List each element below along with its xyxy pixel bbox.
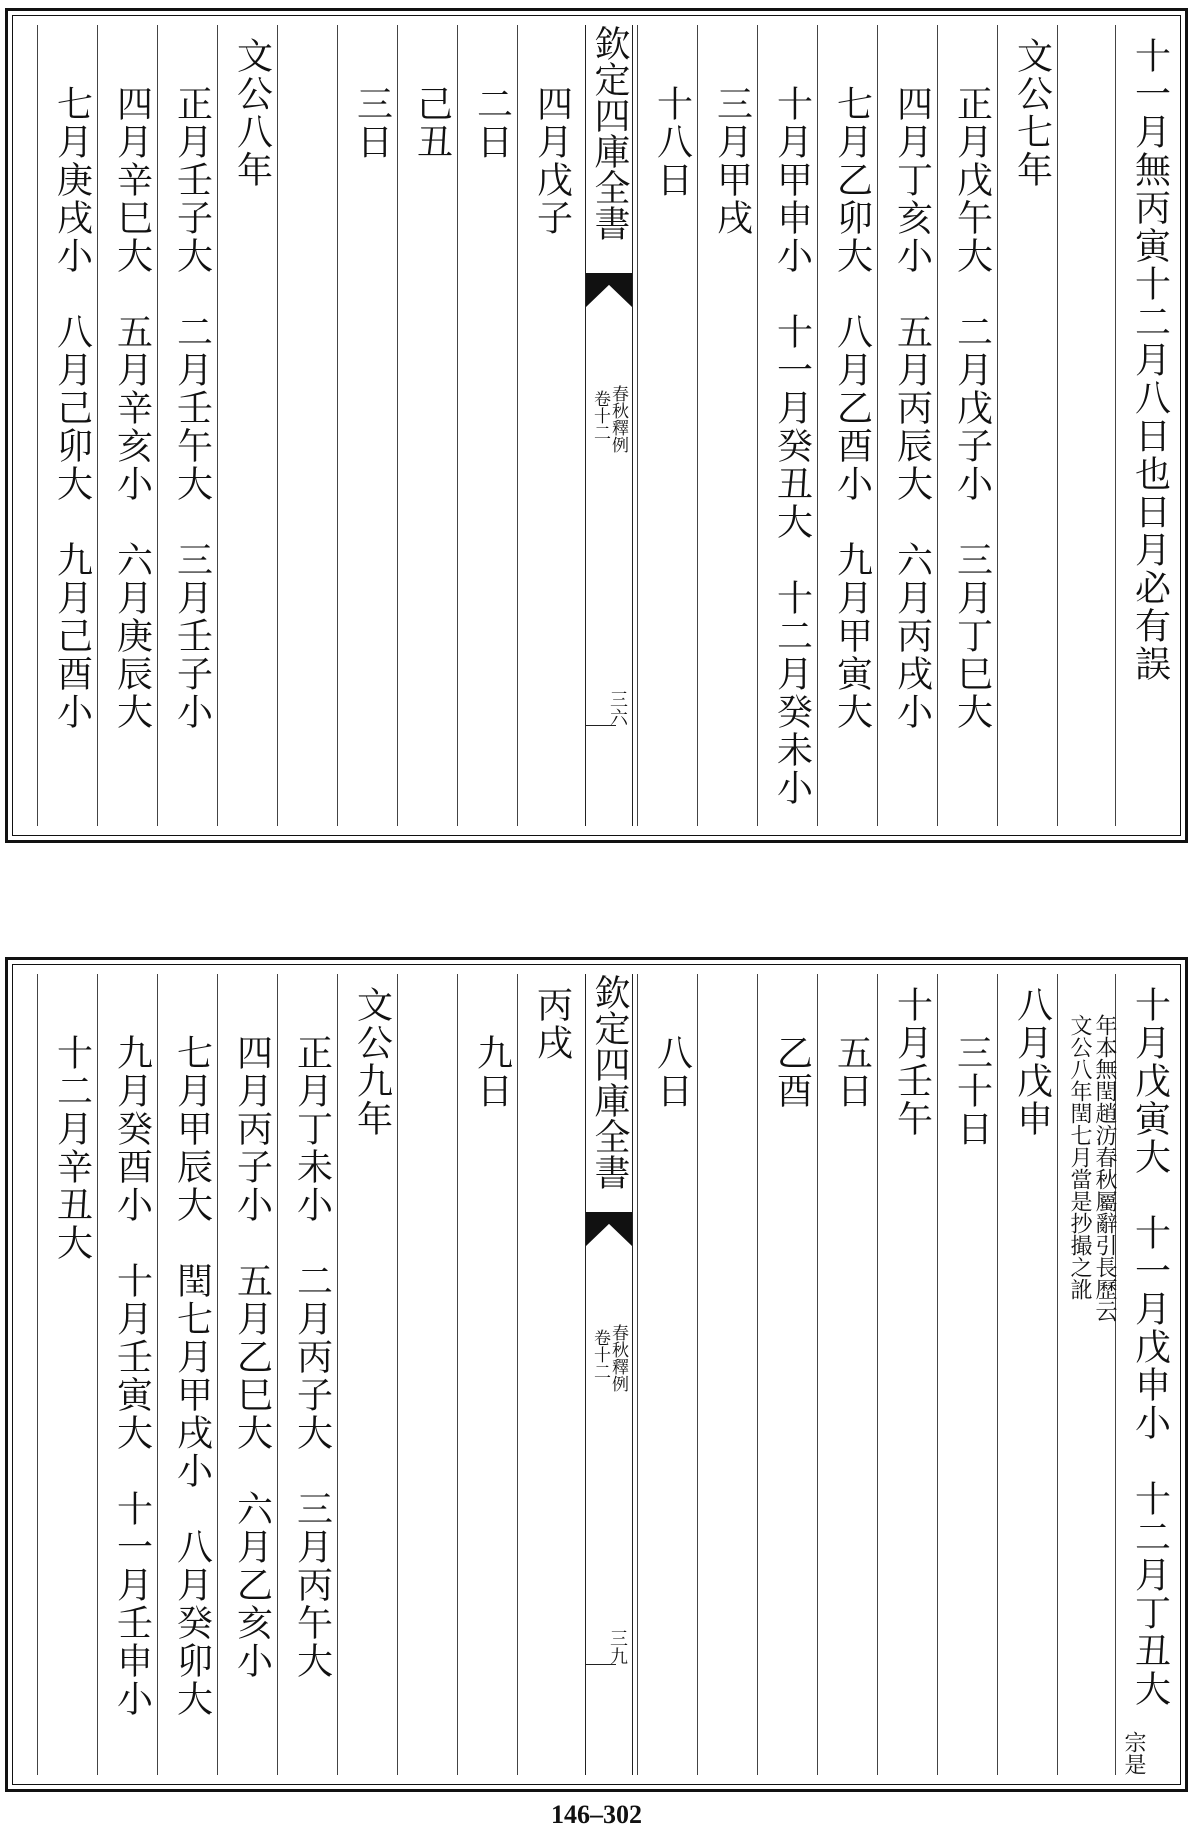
text-column (757, 25, 825, 826)
spine-title: 欽定四庫全書 (589, 974, 630, 1190)
column-text: 十月甲申小 十一月癸丑大 十二月癸未小 (771, 85, 813, 807)
fishtail-mark (586, 273, 632, 307)
commentary-note-2: 文公八年閏七月當是抄撮之訛 (1067, 1014, 1092, 1300)
text-column (277, 974, 345, 1775)
column-text: 七月庚戌小 八月己卯大 九月己酉小 (51, 85, 93, 731)
text-column (457, 974, 525, 1775)
text-column (37, 25, 105, 826)
text-column (157, 25, 225, 826)
column-text: 十二月辛丑大 (51, 1034, 93, 1262)
bottom-page (5, 957, 1188, 1792)
section-heading: 文公九年 (351, 986, 393, 1138)
text-column (397, 974, 465, 1775)
column-text: 十八日 (651, 85, 693, 199)
text-column (397, 25, 465, 826)
column-text: 八月戊申 (1011, 986, 1053, 1138)
top-page (5, 8, 1188, 843)
column-text: 七月甲辰大 閏七月甲戌小 八月癸卯大 (171, 1034, 213, 1718)
section-heading: 文公七年 (1011, 37, 1053, 189)
page-footer-number: 146–302 (551, 1800, 642, 1829)
fishtail-mark (586, 1212, 632, 1246)
text-column (277, 25, 345, 826)
text-column (877, 974, 945, 1775)
spine-book-title: 春秋釋例 (608, 385, 628, 453)
column-text: 丙戌 (531, 986, 573, 1062)
column-text: 四月丙子小 五月乙巳大 六月乙亥小 (231, 1034, 273, 1680)
text-column (1115, 25, 1183, 826)
text-column (997, 974, 1065, 1775)
text-column (1057, 974, 1125, 1775)
spine-volume: 卷十二 (590, 390, 610, 441)
text-column (877, 25, 945, 826)
column-text: 正月戊午大 二月戊子小 三月丁巳大 (951, 85, 993, 731)
text-column (157, 974, 225, 1775)
center-spine (585, 974, 633, 1775)
column-text: 十月戊寅大 十一月戊申小 十二月丁丑大 (1129, 986, 1171, 1708)
section-heading: 文公八年 (231, 37, 273, 189)
text-column (517, 25, 585, 826)
text-column (937, 974, 1005, 1775)
text-column (1115, 974, 1183, 1775)
column-text: 正月丁未小 二月丙子大 三月丙午大 (291, 1034, 333, 1680)
column-text: 三日 (351, 85, 393, 161)
column-text: 己丑 (411, 85, 453, 161)
text-column (217, 25, 285, 826)
spine-rule (586, 1664, 616, 1665)
text-column (217, 974, 285, 1775)
column-text: 四月戊子 (531, 85, 573, 237)
spine-page-number: 三六 (607, 690, 628, 726)
spine-book-title: 春秋釋例 (608, 1324, 628, 1392)
text-column (337, 974, 405, 1775)
text-column (37, 974, 105, 1775)
text-column (697, 974, 765, 1775)
center-spine (585, 25, 633, 826)
text-column (637, 25, 705, 826)
text-column (97, 25, 165, 826)
column-text: 九月癸酉小 十月壬寅大 十一月壬申小 (111, 1034, 153, 1718)
spine-title: 欽定四庫全書 (589, 25, 630, 241)
commentary-note-1: 年本無閏趙汸春秋屬辭引長歷云 (1092, 1014, 1117, 1322)
text-column (937, 25, 1005, 826)
column-text: 四月辛巳大 五月辛亥小 六月庚辰大 (111, 85, 153, 731)
column-text: 乙酉 (771, 1034, 813, 1110)
column-text: 五日 (831, 1034, 873, 1110)
column-text: 四月丁亥小 五月丙辰大 六月丙戌小 (891, 85, 933, 731)
column-text: 九日 (471, 1034, 513, 1110)
text-column (637, 974, 705, 1775)
spine-volume: 卷十二 (590, 1329, 610, 1380)
column-text: 十一月無丙寅十二月八日也日月必有誤 (1129, 37, 1171, 683)
column-text: 八日 (651, 1034, 693, 1110)
text-column (517, 974, 585, 1775)
column-text: 七月乙卯大 八月乙酉小 九月甲寅大 (831, 85, 873, 731)
text-column (697, 25, 765, 826)
tail-note: 宗是 (1121, 1731, 1146, 1775)
column-text: 正月壬子大 二月壬午大 三月壬子小 (171, 85, 213, 731)
text-column (757, 974, 825, 1775)
column-text: 三月甲戌 (711, 85, 753, 237)
text-column (457, 25, 525, 826)
spine-rule (586, 725, 616, 726)
text-column (337, 25, 405, 826)
text-column (817, 974, 885, 1775)
text-column (997, 25, 1065, 826)
column-text: 十月壬午 (891, 986, 933, 1138)
text-column (1057, 25, 1125, 826)
text-column (817, 25, 885, 826)
column-text: 二日 (471, 85, 513, 161)
spine-page-number: 三九 (607, 1629, 628, 1665)
text-column (97, 974, 165, 1775)
column-text: 三十日 (951, 1034, 993, 1148)
